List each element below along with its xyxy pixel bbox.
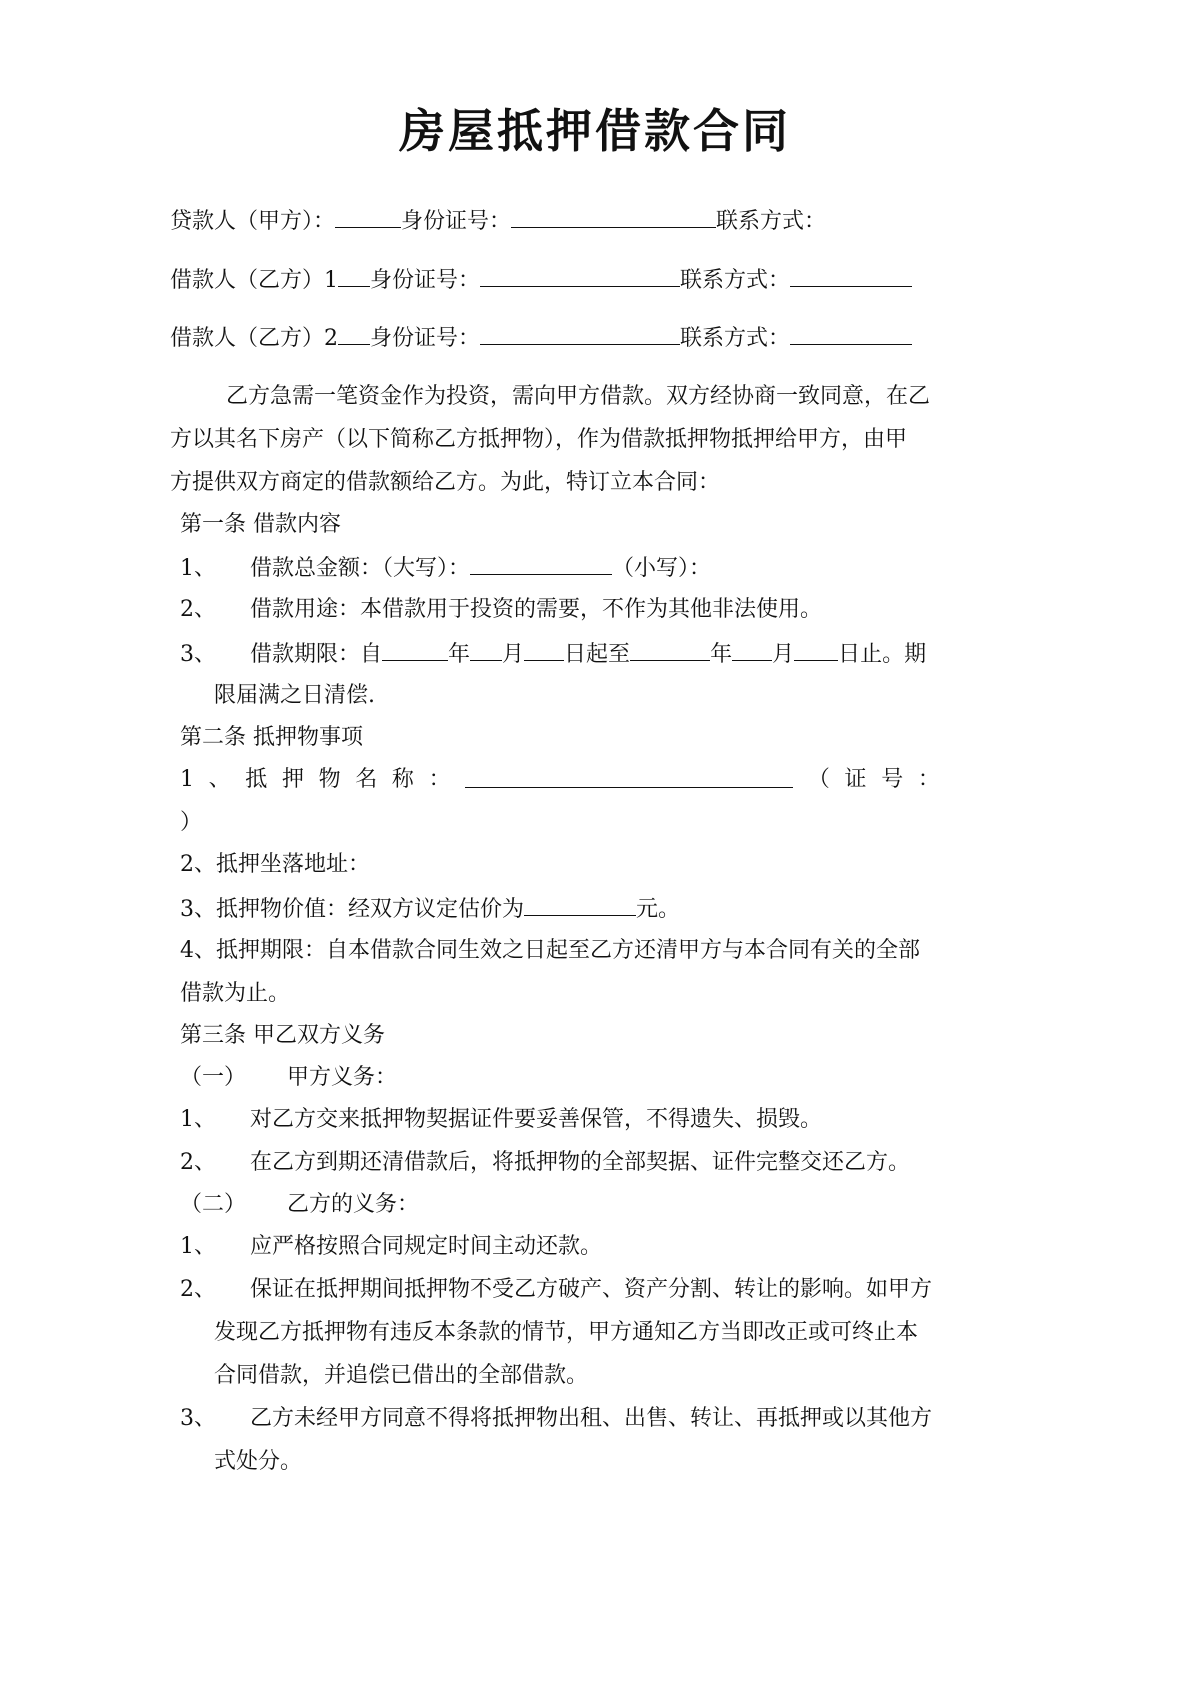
party-a-item1: [180, 1105, 822, 1135]
borrower2-name-blank: [338, 322, 370, 345]
borrower1-contact-label: 联系方式：: [680, 268, 791, 293]
preamble-line-1: 乙方急需一笔资金作为投资，需向甲方借款。双方经协商一致同意，在乙: [226, 384, 931, 409]
day-to-text: 日起至: [564, 642, 631, 667]
party-b-item2-cont2: 合同借款，并追偿已借出的全部借款。: [214, 1363, 589, 1388]
borrower2-contact-blank: [790, 322, 912, 345]
party-b-item2: [180, 1275, 932, 1305]
item-number: 2、: [180, 1277, 216, 1302]
start-month-blank: [470, 638, 502, 661]
char: ：: [917, 767, 940, 792]
char: 、: [208, 767, 231, 792]
item-number: 1、: [180, 1234, 216, 1259]
item-text: 保证在抵押期间抵押物不受乙方破产、资产分割、转让的影响。如甲方: [250, 1277, 933, 1302]
section-number: （二）: [180, 1192, 247, 1217]
end-year-blank: [630, 638, 710, 661]
item-text: 在乙方到期还清借款后，将抵押物的全部契据、证件完整交还乙方。: [250, 1150, 911, 1175]
char: 抵: [245, 767, 268, 792]
lender-id-blank: [511, 205, 716, 228]
currency-text: 元。: [636, 897, 681, 922]
item-number: 2、: [180, 597, 216, 622]
loan-purpose-text: 借款用途：本借款用于投资的需要，不作为其他非法使用。: [250, 597, 823, 622]
party-a-item2: [180, 1148, 910, 1178]
lender-id-label: 身份证号：: [401, 209, 512, 234]
item-number: 3、: [180, 642, 216, 667]
loan-amount-figures-label: （小写）：: [612, 556, 712, 581]
borrower2-id-label: 身份证号：: [370, 326, 481, 351]
borrower1-name-blank: [338, 264, 370, 287]
item-number: 3、: [180, 1406, 216, 1431]
borrower2-line: [170, 322, 912, 354]
article3-heading: 第三条 甲乙双方义务: [180, 1023, 385, 1048]
borrower1-id-blank: [480, 264, 680, 287]
collateral-value-label: 3、抵押物价值：经双方议定估价为: [180, 897, 524, 922]
borrower1-label: 借款人（乙方）1: [170, 268, 338, 293]
party-b-item2-cont1: 发现乙方抵押物有违反本条款的情节，甲方通知乙方当即改正或可终止本: [214, 1320, 919, 1345]
article1-heading: 第一条 借款内容: [180, 512, 341, 537]
section-label: 甲方义务：: [287, 1065, 398, 1090]
item-text: 应严格按照合同规定时间主动还款。: [250, 1234, 603, 1259]
article1-item2: [180, 595, 822, 625]
borrower2-id-blank: [480, 322, 680, 345]
day-end-text: 日止。期: [838, 642, 927, 667]
article2-item1: [180, 765, 940, 795]
collateral-value-blank: [524, 893, 636, 916]
section-number: （一）: [180, 1065, 247, 1090]
end-day-blank: [794, 638, 838, 661]
year-text: 年: [448, 642, 471, 667]
char: 证: [844, 767, 867, 792]
article2-item4-line2: 借款为止。: [180, 981, 291, 1006]
lender-contact-label: 联系方式：: [716, 209, 827, 234]
borrower1-id-label: 身份证号：: [370, 268, 481, 293]
article2-item3: [180, 893, 680, 925]
article2-item2: 2、抵押坐落地址：: [180, 852, 370, 877]
char: 称: [391, 767, 414, 792]
start-year-blank: [382, 638, 448, 661]
char: 1: [180, 767, 194, 792]
lender-name-blank: [335, 205, 401, 228]
item-number: 2、: [180, 1150, 216, 1175]
article2-item1-close: ）: [180, 810, 203, 835]
party-b-heading: [180, 1190, 419, 1220]
char: 物: [318, 767, 341, 792]
item-text: 对乙方交来抵押物契据证件要妥善保管，不得遗失、损毁。: [250, 1107, 823, 1132]
char: 号: [881, 767, 904, 792]
char: （: [807, 767, 830, 792]
article2-heading: 第二条 抵押物事项: [180, 725, 363, 750]
item-number: 1、: [180, 1107, 216, 1132]
article1-item3: [180, 638, 926, 670]
party-b-item3-cont: 式处分。: [214, 1449, 303, 1474]
month-text: 月: [772, 642, 795, 667]
party-b-item1: [180, 1232, 602, 1262]
borrower2-contact-label: 联系方式：: [680, 326, 791, 351]
amount-words-blank: [470, 552, 612, 575]
lender-line: [170, 205, 826, 237]
article1-item1: [180, 552, 711, 584]
loan-amount-label: 借款总金额：（大写）：: [250, 556, 471, 581]
char: 押: [281, 767, 304, 792]
preamble-line-3: 方提供双方商定的借款额给乙方。为此，特订立本合同：: [170, 470, 721, 495]
lender-label: 贷款人（甲方）：: [170, 209, 336, 234]
borrower1-contact-blank: [790, 264, 912, 287]
section-label: 乙方的义务：: [287, 1192, 420, 1217]
start-day-blank: [524, 638, 564, 661]
year-text: 年: [710, 642, 733, 667]
article2-item4-line1: 4、抵押期限：自本借款合同生效之日起至乙方还清甲方与本合同有关的全部: [180, 938, 920, 963]
party-b-item3: [180, 1404, 932, 1434]
char: 名: [355, 767, 378, 792]
loan-term-label: 借款期限：自: [250, 642, 383, 667]
month-text: 月: [502, 642, 525, 667]
preamble-line-2: 方以其名下房产（以下简称乙方抵押物），作为借款抵押物抵押给甲方，由甲: [170, 427, 908, 452]
char: ：: [428, 767, 451, 792]
document-title: 房屋抵押借款合同: [399, 104, 791, 158]
item-text: 乙方未经甲方同意不得将抵押物出租、出售、转让、再抵押或以其他方: [250, 1406, 933, 1431]
party-a-heading: [180, 1063, 397, 1093]
article1-item3-cont: 限届满之日清偿.: [214, 683, 375, 708]
collateral-name-blank: [465, 765, 793, 788]
borrower1-line: [170, 264, 912, 296]
item-number: 1、: [180, 556, 216, 581]
borrower2-label: 借款人（乙方）2: [170, 326, 338, 351]
end-month-blank: [732, 638, 772, 661]
